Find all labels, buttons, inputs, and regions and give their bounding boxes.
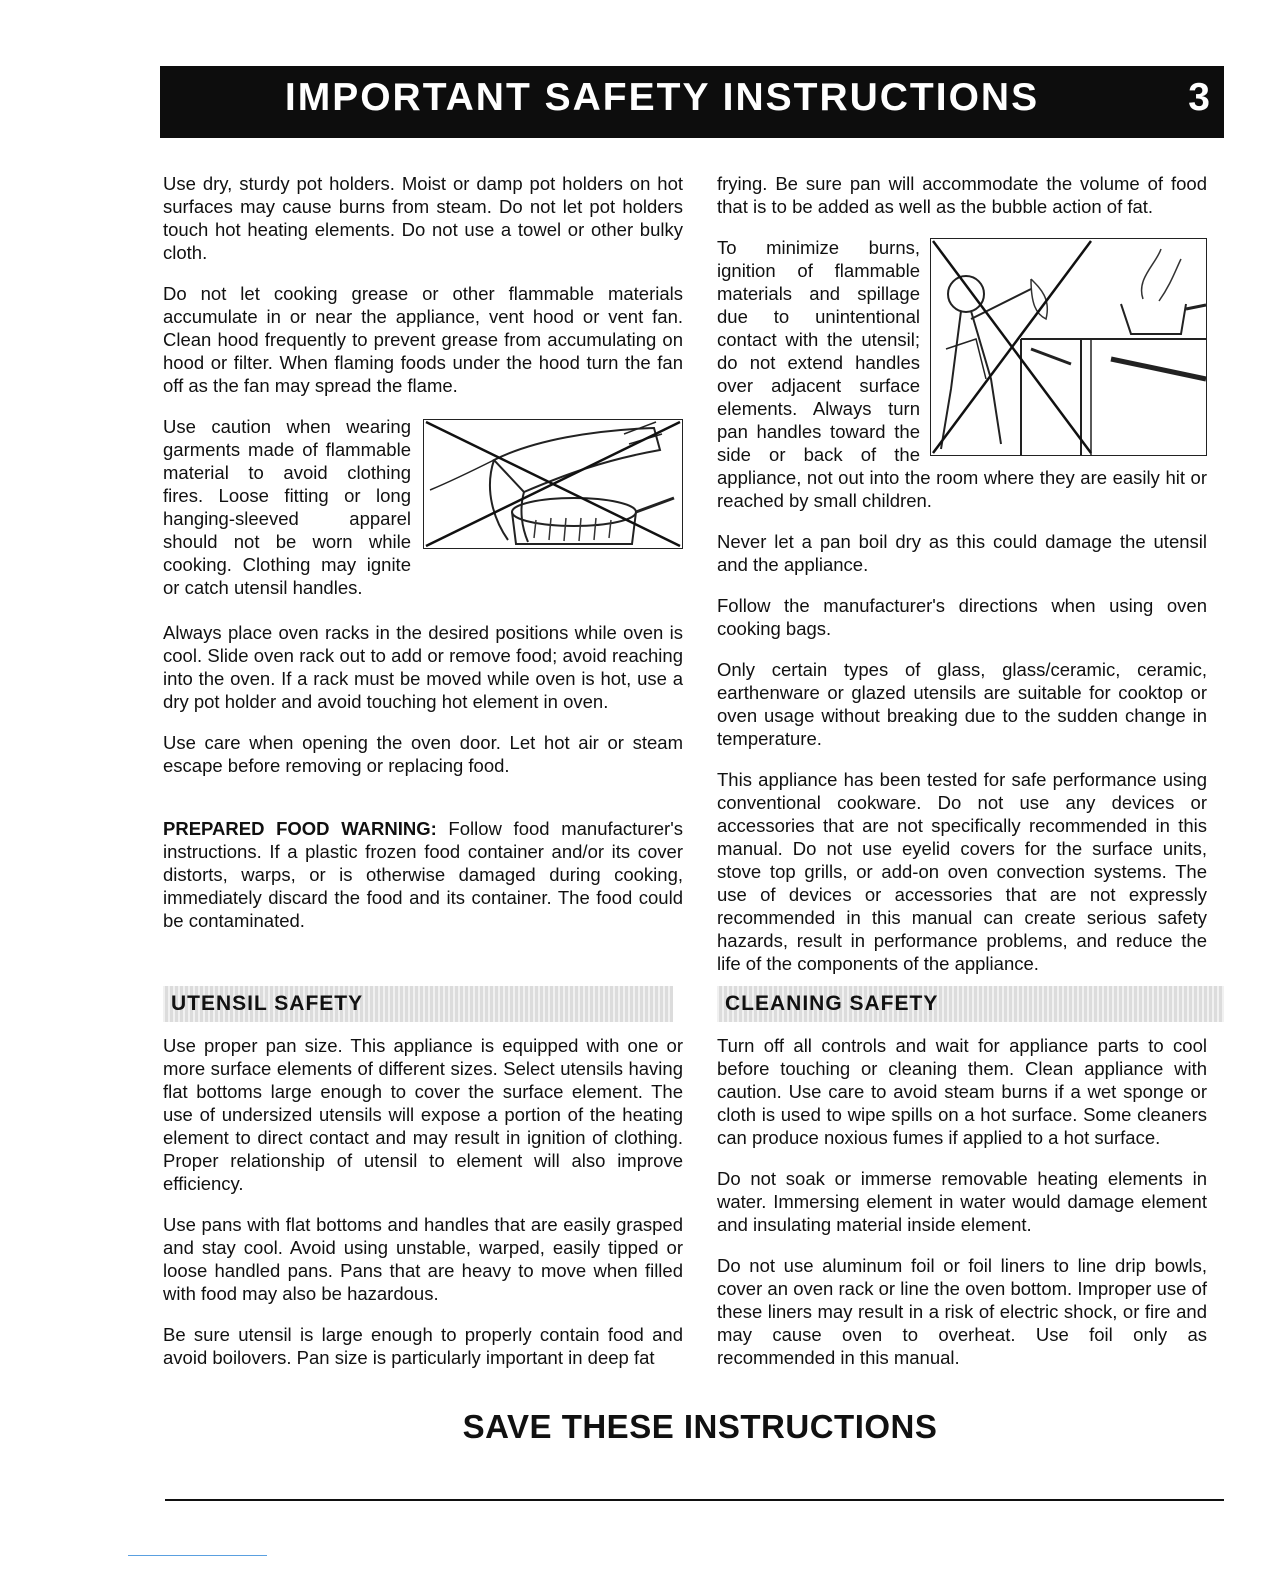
deep-fat-continuation: frying. Be sure pan will accommodate the volume of food that is to be added as well as the bubble action of fat.: [717, 173, 1207, 217]
footer-divider: [165, 1499, 1224, 1501]
save-instructions-title: SAVE THESE INSTRUCTIONS: [462, 1408, 938, 1445]
flat-bottoms-paragraph: Use pans with flat bottoms and handles that are easily grasped and stay cool. Avoid using unstable, warped, easily tipped or loose handled pans. Pans that are heavy to move when filled with food may also be hazardous.: [163, 1214, 683, 1304]
prepared-food-warning: PREPARED FOOD WARNING: Follow food manufacturer's instructions. If a plastic frozen food container and/or its cover distorts, warps, or is otherwise damaged during cooking, immediately discard the food and its container. The food could be contaminated.: [163, 818, 683, 931]
page-number: 3: [1188, 76, 1210, 119]
child-reaching-pan-icon: [930, 238, 1207, 456]
glass-utensils-paragraph: Only certain types of glass, glass/ceramic, ceramic, earthenware or glazed utensils are suitable for cooktop or oven usage without breaking due to the sudden change in temperature.: [717, 659, 1207, 749]
corner-divider: [128, 1555, 267, 1556]
immerse-elements-paragraph: Do not soak or immerse removable heating elements in water. Immersing element in water would damage element and insulating material inside element.: [717, 1168, 1207, 1235]
header-bar: [160, 66, 1224, 138]
tested-cookware-paragraph: This appliance has been tested for safe performance using conventional cookware. Do not use any devices or accessories that are not specifically recommended in this manual. Do not use eyelid covers for the surface units, stove top grills, or add-on oven convection systems. The use of devices or accessories that are not expressly recommended in this manual can create serious safety hazards, result in performance problems, and reduce the life of the components of the appliance.: [717, 769, 1207, 974]
right-column: [717, 172, 1224, 974]
oven-door-paragraph: Use care when opening the oven door. Let hot air or steam escape before removing or replacing food.: [163, 732, 683, 776]
utensil-safety-heading: UTENSIL SAFETY: [163, 986, 673, 1022]
warning-label: PREPARED FOOD WARNING:: [163, 818, 437, 839]
turn-off-controls-paragraph: Turn off all controls and wait for appliance parts to cool before touching or cleaning them. Clean appliance with caution. Use care to avoid steam burns if a wet sponge or cloth is used to wipe spills on a hot surface. Some cleaners can produce noxious fumes if applied to a hot surface.: [717, 1035, 1207, 1148]
cleaning-safety-section: [717, 1034, 1224, 1374]
pan-size-paragraph: Use proper pan size. This appliance is equipped with one or more surface elements of different sizes. Select utensils having flat bottoms large enough to cover the surface element. The use of undersized utensils will expose a portion of the heating element to direct contact and may result in ignition of clothing. Proper relationship of utensil to element will also improve efficiency.: [163, 1035, 683, 1194]
cooking-bags-paragraph: Follow the manufacturer's directions when using oven cooking bags.: [717, 595, 1207, 639]
boilovers-paragraph: Be sure utensil is large enough to properly contain food and avoid boilovers. Pan size is particularly important in deep fat: [163, 1324, 683, 1368]
sleeve-over-pot-icon: [423, 419, 683, 549]
cleaning-safety-heading: CLEANING SAFETY: [717, 986, 1224, 1022]
oven-racks-paragraph: Always place oven racks in the desired positions while oven is cool. Slide oven rack out to add or remove food; avoid reaching into the oven. If a rack must be moved while oven is hot, use a dry pot holder and avoid touching hot element in oven.: [163, 622, 683, 712]
boil-dry-paragraph: Never let a pan boil dry as this could damage the utensil and the appliance.: [717, 531, 1207, 575]
clothing-paragraph: Use caution when wearing garments made of flammable material to avoid clothing fires. Loose fitting or long hanging-sleeved apparel should not be worn while cooking. Clothing may ignite or catch utensil handles.: [163, 415, 683, 599]
handles-paragraph: To minimize burns, ignition of flammable materials and spillage due to unintentional contact with the utensil; do not extend handles over adjacent surface elements. Always turn pan handles toward the side or back of the appliance, not out into the room where they are easily hit or reached by small children.: [717, 237, 1207, 511]
grease-paragraph: Do not let cooking grease or other flammable materials accumulate in or near the appliance, vent hood or vent fan. Clean hood frequently to prevent grease from accumulating on hood or filter. When flaming foods under the hood turn the fan off as the fan may spread the flame.: [163, 283, 683, 396]
utensil-safety-section: [163, 1034, 683, 1374]
page-title: IMPORTANT SAFETY INSTRUCTIONS: [284, 76, 1040, 119]
aluminum-foil-paragraph: Do not use aluminum foil or foil liners to line drip bowls, cover an oven rack or line the oven bottom. Improper use of these liners may result in a risk of electric shock, or fire and may cause oven to overheat. Use foil only as recommended in this manual.: [717, 1255, 1207, 1368]
pot-holder-paragraph: Use dry, sturdy pot holders. Moist or damp pot holders on hot surfaces may cause burns from steam. Do not let pot holders touch hot heating elements. Do not use a towel or other bulky cloth.: [163, 173, 683, 263]
